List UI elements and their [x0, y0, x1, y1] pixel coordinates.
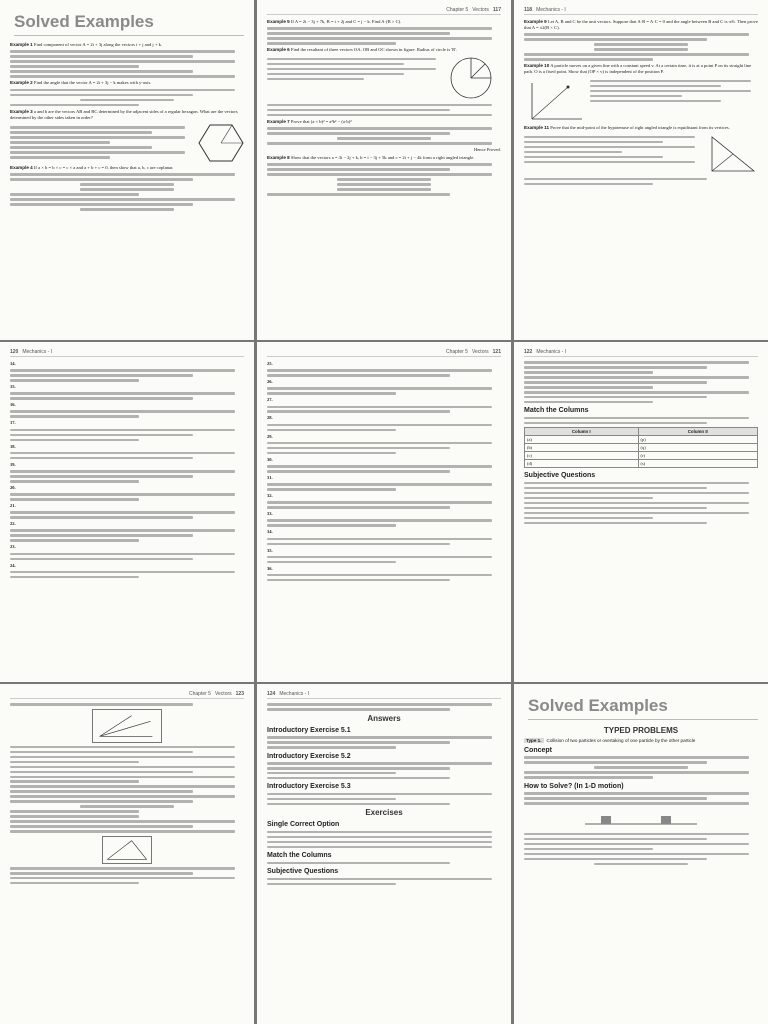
question: 21. — [10, 503, 16, 509]
typed-problems-heading: TYPED PROBLEMS — [603, 726, 679, 735]
page-mechanics-120 — [0, 342, 254, 682]
concept-heading: Concept — [524, 747, 552, 754]
page-title: Solved Examples — [528, 696, 758, 720]
question: 35. — [267, 547, 273, 553]
page-header: 118 Mechanics - I — [524, 6, 758, 15]
hexagon-figure — [198, 123, 244, 163]
page-header: 120 Mechanics - I — [10, 348, 244, 357]
question: 24. — [10, 562, 16, 568]
example-3: Example 3 a and b are the vectors AB and BC determined by the adjacent sides of a regular hexagon. What are the vectors determined by the other sides taken in order? — [10, 108, 238, 120]
how-to-solve-heading: How to Solve? (In 1-D motion) — [524, 782, 624, 790]
question: 31. — [267, 474, 273, 480]
example-10: Example 10 A particle moves on a given line with a constant speed v. At a certain time, it is at a point P on its straight line path. O is a fixed point. Show that (OP × v) is independent of the position P. — [524, 63, 752, 75]
answers-heading: Answers — [367, 713, 401, 723]
exercises-heading: Exercises — [365, 808, 403, 818]
question: 23. — [10, 544, 16, 550]
page-header: 124 Mechanics - I — [267, 690, 501, 699]
page-header: 122 Mechanics - I — [524, 348, 758, 357]
example-6: Example 6 Find the resultant of three vectors OA, OB and OC shown in figure. Radius of circle is 'R'. — [267, 47, 458, 53]
question: 16. — [10, 402, 16, 408]
page-answers-124 — [257, 684, 511, 1024]
question: 36. — [267, 565, 273, 571]
page-title: Solved Examples — [14, 12, 244, 36]
question: 17. — [10, 420, 16, 426]
answer-section: Introductory Exercise 5.1 — [267, 726, 351, 734]
hence-proved: Hence Proved. — [473, 147, 501, 152]
answer-section: Introductory Exercise 5.2 — [267, 752, 351, 760]
example-9: Example 9 Let A, B and C be the unit vectors. Suppose that A·B = A·C = 0 and the angle between B and C is π/6. Then prove that A = ±2(B × C). — [524, 19, 758, 30]
question: 15. — [10, 384, 16, 390]
question: 22. — [10, 521, 16, 527]
example-4: Example 4 If a × b = b × c = c × a and a + b + c = 0, then show that a, b, c are coplanar. — [10, 164, 174, 170]
page-header: Chapter 5 Vectors 123 — [10, 690, 244, 699]
question: 26. — [267, 379, 273, 385]
particle-line-figure — [524, 77, 584, 123]
right-triangle-figure — [708, 133, 758, 175]
question: 29. — [267, 433, 273, 439]
example-1: Example 1 Find component of vector A = 2i + 3j along the vectors i + j and j + k. — [10, 42, 163, 47]
page-vectors-117 — [257, 0, 511, 340]
question: 19. — [10, 461, 16, 467]
match-columns-heading: Match the Columns — [267, 852, 332, 860]
question: 30. — [267, 456, 273, 462]
match-columns-table: Column I Column II (a) (p) (b) (q) (c) (r) (d) (s) — [524, 427, 758, 468]
page-vectors-123 — [0, 684, 254, 1024]
question: 28. — [267, 415, 273, 421]
match-columns-heading: Match the Columns — [524, 407, 589, 415]
subjective-heading: Subjective Questions — [524, 472, 596, 480]
type-1-banner: Type 1. Collision of two particles or overtaking of one particle by the other particle — [526, 738, 696, 743]
answer-section: Introductory Exercise 5.3 — [267, 783, 351, 791]
subjective-heading: Subjective Questions — [267, 868, 339, 876]
page-vectors-121 — [257, 342, 511, 682]
example-7: Example 7 Prove that (a × b)² = a²b² − (a·b)² — [267, 118, 352, 124]
example-8: Example 8 Show that the vectors a = 3i − 2j + k, b = i − 3j + 5k and c = 2i + j − 4k form a right angled triangle. — [267, 155, 475, 160]
example-11: Example 11 Prove that the mid-point of the hypotenuse of right angled triangle is equidistant from its vertices. — [524, 125, 730, 131]
circle-vector-figure — [449, 55, 501, 101]
question: 18. — [10, 443, 16, 449]
question: 25. — [267, 361, 273, 366]
question: 34. — [267, 529, 273, 535]
example-2: Example 2 Find the angle that the vector A = 2i + 3j − k makes with y-axis. — [10, 80, 152, 86]
single-correct-heading: Single Correct Option — [267, 821, 340, 829]
motion-diagram — [581, 808, 701, 830]
page-solved-examples-kinematics — [514, 684, 768, 1024]
question: 20. — [10, 484, 16, 490]
question: 14. — [10, 361, 16, 366]
question: 32. — [267, 493, 273, 499]
vector-sum-figure — [92, 709, 162, 743]
question: 27. — [267, 397, 273, 403]
page-header: Chapter 5 Vectors 117 — [267, 6, 501, 15]
page-mechanics-122 — [514, 342, 768, 682]
page-mechanics-118 — [514, 0, 768, 340]
triangle-figure — [102, 836, 152, 864]
page-header: Chapter 5 Vectors 121 — [267, 348, 501, 357]
page-solved-examples-vectors — [0, 0, 254, 340]
question: 33. — [267, 511, 273, 517]
example-5: Example 5 If A = 2i − 3j + 7k, B = i + 2j and C = j − k. Find A·(B × C). — [267, 19, 402, 24]
